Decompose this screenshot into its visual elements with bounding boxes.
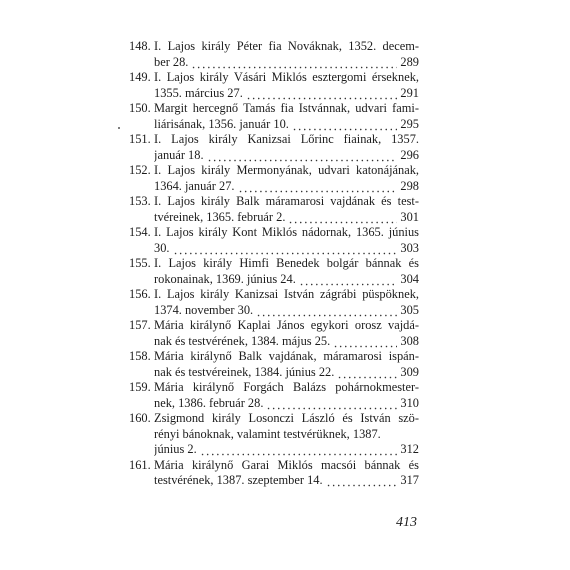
entry-number: 157. — [129, 318, 151, 332]
entry-title-line: I. Lajos király Kanizsai István zágrábi püspöknek, — [154, 287, 419, 301]
dot-leader — [292, 117, 398, 133]
entry-text — [154, 318, 419, 349]
entry-text — [154, 163, 419, 194]
entry-last-line — [154, 473, 419, 489]
entry-number: 150. — [129, 101, 151, 115]
dot-leader — [191, 55, 397, 71]
entry-number: 149. — [129, 70, 151, 84]
toc-entry — [129, 194, 419, 225]
entry-text — [154, 380, 419, 411]
entry-last-line — [154, 55, 419, 71]
dot-leader — [288, 210, 397, 226]
table-of-contents — [129, 39, 419, 489]
entry-last-line — [154, 86, 419, 102]
entry-text — [154, 194, 419, 225]
entry-title-line: nak és testvérének, 1384. május 25. — [154, 333, 331, 348]
entry-text — [154, 225, 419, 256]
entry-page-number: 289 — [400, 54, 419, 69]
entry-page-number: 305 — [400, 302, 419, 317]
print-speck — [118, 127, 120, 129]
entry-last-line — [154, 303, 419, 319]
entry-number: 156. — [129, 287, 151, 301]
dot-leader — [337, 365, 397, 381]
entry-last-line — [154, 179, 419, 195]
entry-title-line: 1374. november 30. — [154, 302, 254, 317]
dot-leader — [333, 334, 397, 350]
entry-number: 152. — [129, 163, 151, 177]
entry-text — [154, 256, 419, 287]
toc-entry — [129, 163, 419, 194]
entry-title-line: I. Lajos király Mermonyának, udvari katonájának, — [154, 163, 419, 177]
entry-number: 154. — [129, 225, 151, 239]
entry-last-line — [154, 396, 419, 412]
entry-title-line: ber 28. — [154, 54, 189, 69]
entry-title-line: Mária királynő Balk vajdának, máramarosi ispán- — [154, 349, 419, 363]
entry-last-line — [154, 117, 419, 133]
entry-last-line — [154, 148, 419, 164]
entry-last-line — [154, 365, 419, 381]
dot-leader — [238, 179, 398, 195]
entry-page-number: 308 — [400, 333, 419, 348]
entry-page-number: 304 — [400, 271, 419, 286]
toc-entry — [129, 318, 419, 349]
toc-entry — [129, 225, 419, 256]
entry-title-line: I. Lajos király Balk máramarosi vajdának és test- — [154, 194, 419, 208]
toc-entry — [129, 349, 419, 380]
entry-page-number: 301 — [400, 209, 419, 224]
entry-title-line: tvéreinek, 1365. február 2. — [154, 209, 286, 224]
entry-last-line — [154, 210, 419, 226]
entry-page-number: 298 — [400, 178, 419, 193]
entry-text — [154, 101, 419, 132]
entry-text — [154, 287, 419, 318]
entry-number: 158. — [129, 349, 151, 363]
dot-leader — [256, 303, 397, 319]
entry-number: 153. — [129, 194, 151, 208]
entry-page-number: 312 — [400, 442, 419, 456]
entry-title-line: I. Lajos király Vásári Miklós esztergomi érseknek, — [154, 70, 419, 84]
entry-number: 155. — [129, 256, 151, 270]
dot-leader — [266, 396, 397, 412]
entry-number: 148. — [129, 39, 151, 53]
dot-leader — [200, 442, 398, 458]
entry-title-line: nak és testvéreinek, 1384. június 22. — [154, 364, 335, 379]
entry-text — [154, 349, 419, 380]
toc-entry — [129, 411, 419, 458]
entry-title-line: Margit hercegnő Tamás fia Istvánnak, udvari fami- — [154, 101, 419, 115]
entry-text — [154, 132, 419, 163]
entry-page-number: 317 — [400, 473, 419, 487]
entry-title-line: június 2. — [154, 442, 197, 456]
dot-leader — [299, 272, 398, 288]
entry-text — [154, 70, 419, 101]
entry-number: 161. — [129, 457, 151, 472]
entry-title-line: 1364. január 27. — [154, 178, 235, 193]
entry-title-line: I. Lajos király Péter fia Nováknak, 1352. decem- — [154, 39, 419, 53]
entry-title-line: I. Lajos király Kont Miklós nádornak, 1365. június — [154, 225, 419, 239]
entry-title-line: január 18. — [154, 147, 204, 162]
entry-title-line: Mária királynő Kaplai János egykori orosz vajdá- — [154, 318, 419, 332]
entry-page-number: 295 — [400, 116, 419, 131]
entry-number: 159. — [129, 380, 151, 394]
entry-last-line — [154, 241, 419, 257]
dot-leader — [246, 86, 398, 102]
entry-title-line: rokonainak, 1369. június 24. — [154, 271, 296, 286]
entry-title-line: liárisának, 1356. január 10. — [154, 116, 289, 131]
entry-title-line: rényi bánoknak, valamint testvérüknek, 1387. — [154, 426, 381, 441]
page-number: 413 — [396, 515, 417, 530]
entry-title-line: 30. — [154, 240, 170, 255]
entry-title-line: I. Lajos király Himfi Benedek bolgár bánnak és — [154, 256, 419, 270]
toc-entry — [129, 39, 419, 70]
entry-title-line: testvérének, 1387. szeptember 14. — [154, 473, 323, 487]
dot-leader — [173, 241, 398, 257]
toc-entry — [129, 380, 419, 411]
entry-page-number: 303 — [400, 240, 419, 255]
toc-entry — [129, 458, 419, 489]
dot-leader — [207, 148, 398, 164]
toc-entry — [129, 101, 419, 132]
entry-text — [154, 411, 419, 458]
entry-title-line: Mária királynő Forgách Balázs pohárnokmester- — [154, 380, 419, 394]
toc-entry — [129, 132, 419, 163]
toc-entry — [129, 256, 419, 287]
entry-text — [154, 458, 419, 489]
entry-page-number: 310 — [400, 395, 419, 410]
entry-page-number: 291 — [400, 85, 419, 100]
entry-text — [154, 39, 419, 70]
dot-leader — [326, 473, 398, 489]
entry-last-line — [154, 272, 419, 288]
entry-last-line — [154, 334, 419, 350]
entry-title-line: Mária királynő Garai Miklós macsói bánnak és — [154, 457, 419, 472]
toc-entry — [129, 287, 419, 318]
entry-title-line: Zsigmond király Losonczi László és István szö- — [154, 411, 419, 425]
entry-title-line: 1355. március 27. — [154, 85, 243, 100]
entry-title-line: I. Lajos király Kanizsai Lőrinc fiainak, 1357. — [154, 132, 419, 146]
entry-title-line: nek, 1386. február 28. — [154, 395, 264, 410]
entry-last-line — [154, 442, 419, 458]
entry-page-number: 309 — [400, 364, 419, 379]
entry-number: 151. — [129, 132, 151, 146]
entry-number: 160. — [129, 411, 151, 425]
toc-entry — [129, 70, 419, 101]
entry-page-number: 296 — [400, 147, 419, 162]
